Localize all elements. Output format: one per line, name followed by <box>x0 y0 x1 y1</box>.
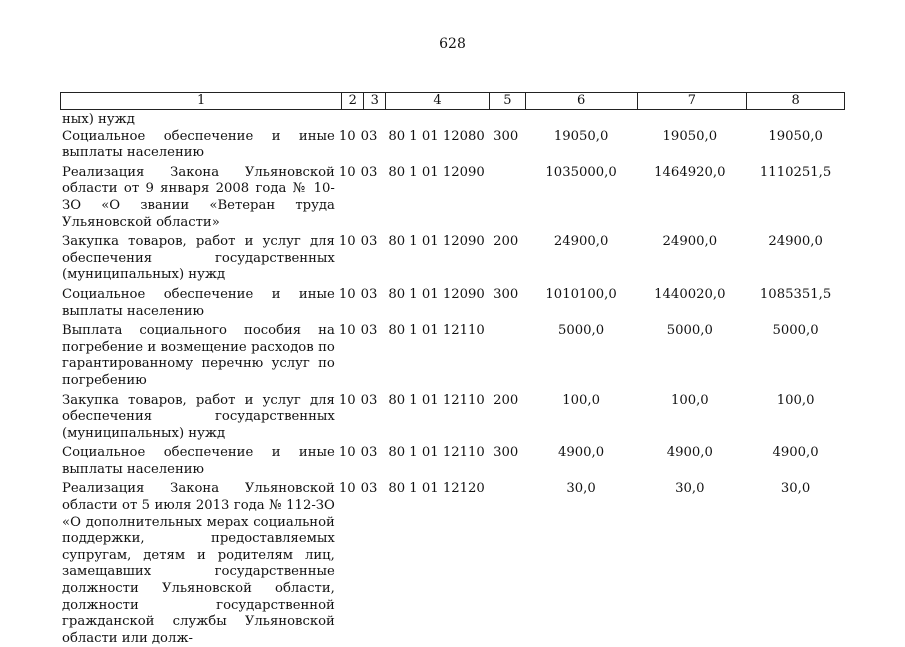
row-expense-type: 300 <box>493 286 519 302</box>
row-target-code: 80 1 01 12110 <box>388 392 485 408</box>
row-expense-type: 200 <box>493 234 519 250</box>
row-value-col8: 24900,0 <box>768 234 823 250</box>
row-chapter: 10 <box>338 286 356 302</box>
row-description: Реализация Закона Ульяновской области от 5 июля 2013 года № 112-ЗО «О дополнительных мерах социальной поддержки, предоставляемых супругам, детям и родителям лиц, замещавших государственные должности Ульяновской области, должности государственной гражданской службы Ульяновской области или долж- <box>62 481 335 646</box>
table-row <box>62 323 847 389</box>
table-row <box>62 165 847 231</box>
row-subsection: 03 <box>360 128 378 144</box>
row-chapter: 10 <box>338 445 356 461</box>
row-value-col7: 4900,0 <box>666 445 713 461</box>
row-target-code: 80 1 01 12110 <box>388 323 485 339</box>
table-row <box>62 445 847 478</box>
row-value-col6: 24900,0 <box>553 234 609 250</box>
header-col-5: 5 <box>490 93 526 109</box>
row-chapter: 10 <box>338 392 356 408</box>
row-value-col7: 100,0 <box>670 392 709 408</box>
row-subsection: 03 <box>360 286 378 302</box>
row-subsection: 03 <box>360 481 378 497</box>
row-value-col7: 5000,0 <box>666 323 713 339</box>
row-target-code: 80 1 01 12090 <box>388 286 485 302</box>
row-description: Закупка товаров, работ и услуг для обеспечения государственных (муниципальных) нужд <box>62 234 335 283</box>
row-expense-type: 300 <box>493 128 519 144</box>
table-row <box>62 393 847 443</box>
row-value-col7: 19050,0 <box>662 128 718 144</box>
row-description: Социальное обеспечение и иные выплаты населению <box>62 445 335 477</box>
table-header <box>60 92 845 110</box>
row-value-col6: 1035000,0 <box>545 164 617 180</box>
table-body <box>62 112 847 647</box>
row-target-code: 80 1 01 12090 <box>388 234 485 250</box>
row-value-col7: 1464920,0 <box>654 164 726 180</box>
header-col-3: 3 <box>364 93 386 109</box>
row-value-col6: 1010100,0 <box>545 286 617 302</box>
row-target-code: 80 1 01 12110 <box>388 445 485 461</box>
row-description: ных) нужд <box>62 112 135 127</box>
row-description: Реализация Закона Ульяновской области от 9 января 2008 года № 10-ЗО «О звании «Ветеран труда Ульяновской области» <box>62 164 335 230</box>
row-subsection: 03 <box>360 164 378 180</box>
header-col-1: 1 <box>61 93 342 109</box>
row-value-col8: 30,0 <box>780 481 811 497</box>
row-value-col6: 100,0 <box>562 392 600 408</box>
row-description: Выплата социального пособия на погребение и возмещение расходов по гарантированному перечню услуг по погребению <box>62 323 335 388</box>
row-chapter: 10 <box>338 481 356 497</box>
table-row <box>62 234 847 284</box>
row-value-col8: 1110251,5 <box>759 164 832 180</box>
row-chapter: 10 <box>338 234 356 250</box>
row-value-col6: 4900,0 <box>558 445 605 461</box>
header-col-4: 4 <box>386 93 490 109</box>
header-col-6: 6 <box>526 93 638 109</box>
row-subsection: 03 <box>360 445 378 461</box>
row-chapter: 10 <box>338 323 356 339</box>
row-value-col8: 19050,0 <box>768 128 823 144</box>
row-value-col7: 24900,0 <box>662 234 718 250</box>
row-chapter: 10 <box>338 128 356 144</box>
row-description: Закупка товаров, работ и услуг для обеспечения государственных (муниципальных) нужд <box>62 392 335 441</box>
row-description: Социальное обеспечение и иные выплаты населению <box>62 286 335 319</box>
row-value-col6: 19050,0 <box>553 128 609 144</box>
row-target-code: 80 1 01 12090 <box>388 164 485 180</box>
row-value-col8: 100,0 <box>776 392 815 408</box>
row-value-col8: 4900,0 <box>772 445 819 461</box>
header-col-8: 8 <box>791 93 800 108</box>
row-target-code: 80 1 01 12080 <box>388 128 485 144</box>
row-value-col7: 1440020,0 <box>654 286 726 302</box>
table-row <box>62 129 847 162</box>
row-description: Социальное обеспечение и иные выплаты населению <box>62 128 335 161</box>
row-subsection: 03 <box>360 234 378 250</box>
table-row <box>62 287 847 320</box>
header-col-2: 2 <box>342 93 364 109</box>
row-value-col8: 5000,0 <box>772 323 819 339</box>
row-value-col6: 5000,0 <box>558 323 605 339</box>
row-value-col7: 30,0 <box>675 481 705 497</box>
row-target-code: 80 1 01 12120 <box>388 481 485 497</box>
row-subsection: 03 <box>360 323 378 339</box>
row-value-col6: 30,0 <box>566 481 596 497</box>
table-row <box>62 112 847 129</box>
header-col-7: 7 <box>638 93 748 109</box>
row-value-col8: 1085351,5 <box>759 286 832 302</box>
table-row <box>62 481 847 647</box>
row-chapter: 10 <box>338 164 356 180</box>
row-expense-type: 200 <box>493 392 519 408</box>
row-expense-type: 300 <box>493 445 519 461</box>
page-number: 628 <box>439 36 466 52</box>
row-subsection: 03 <box>360 392 378 408</box>
